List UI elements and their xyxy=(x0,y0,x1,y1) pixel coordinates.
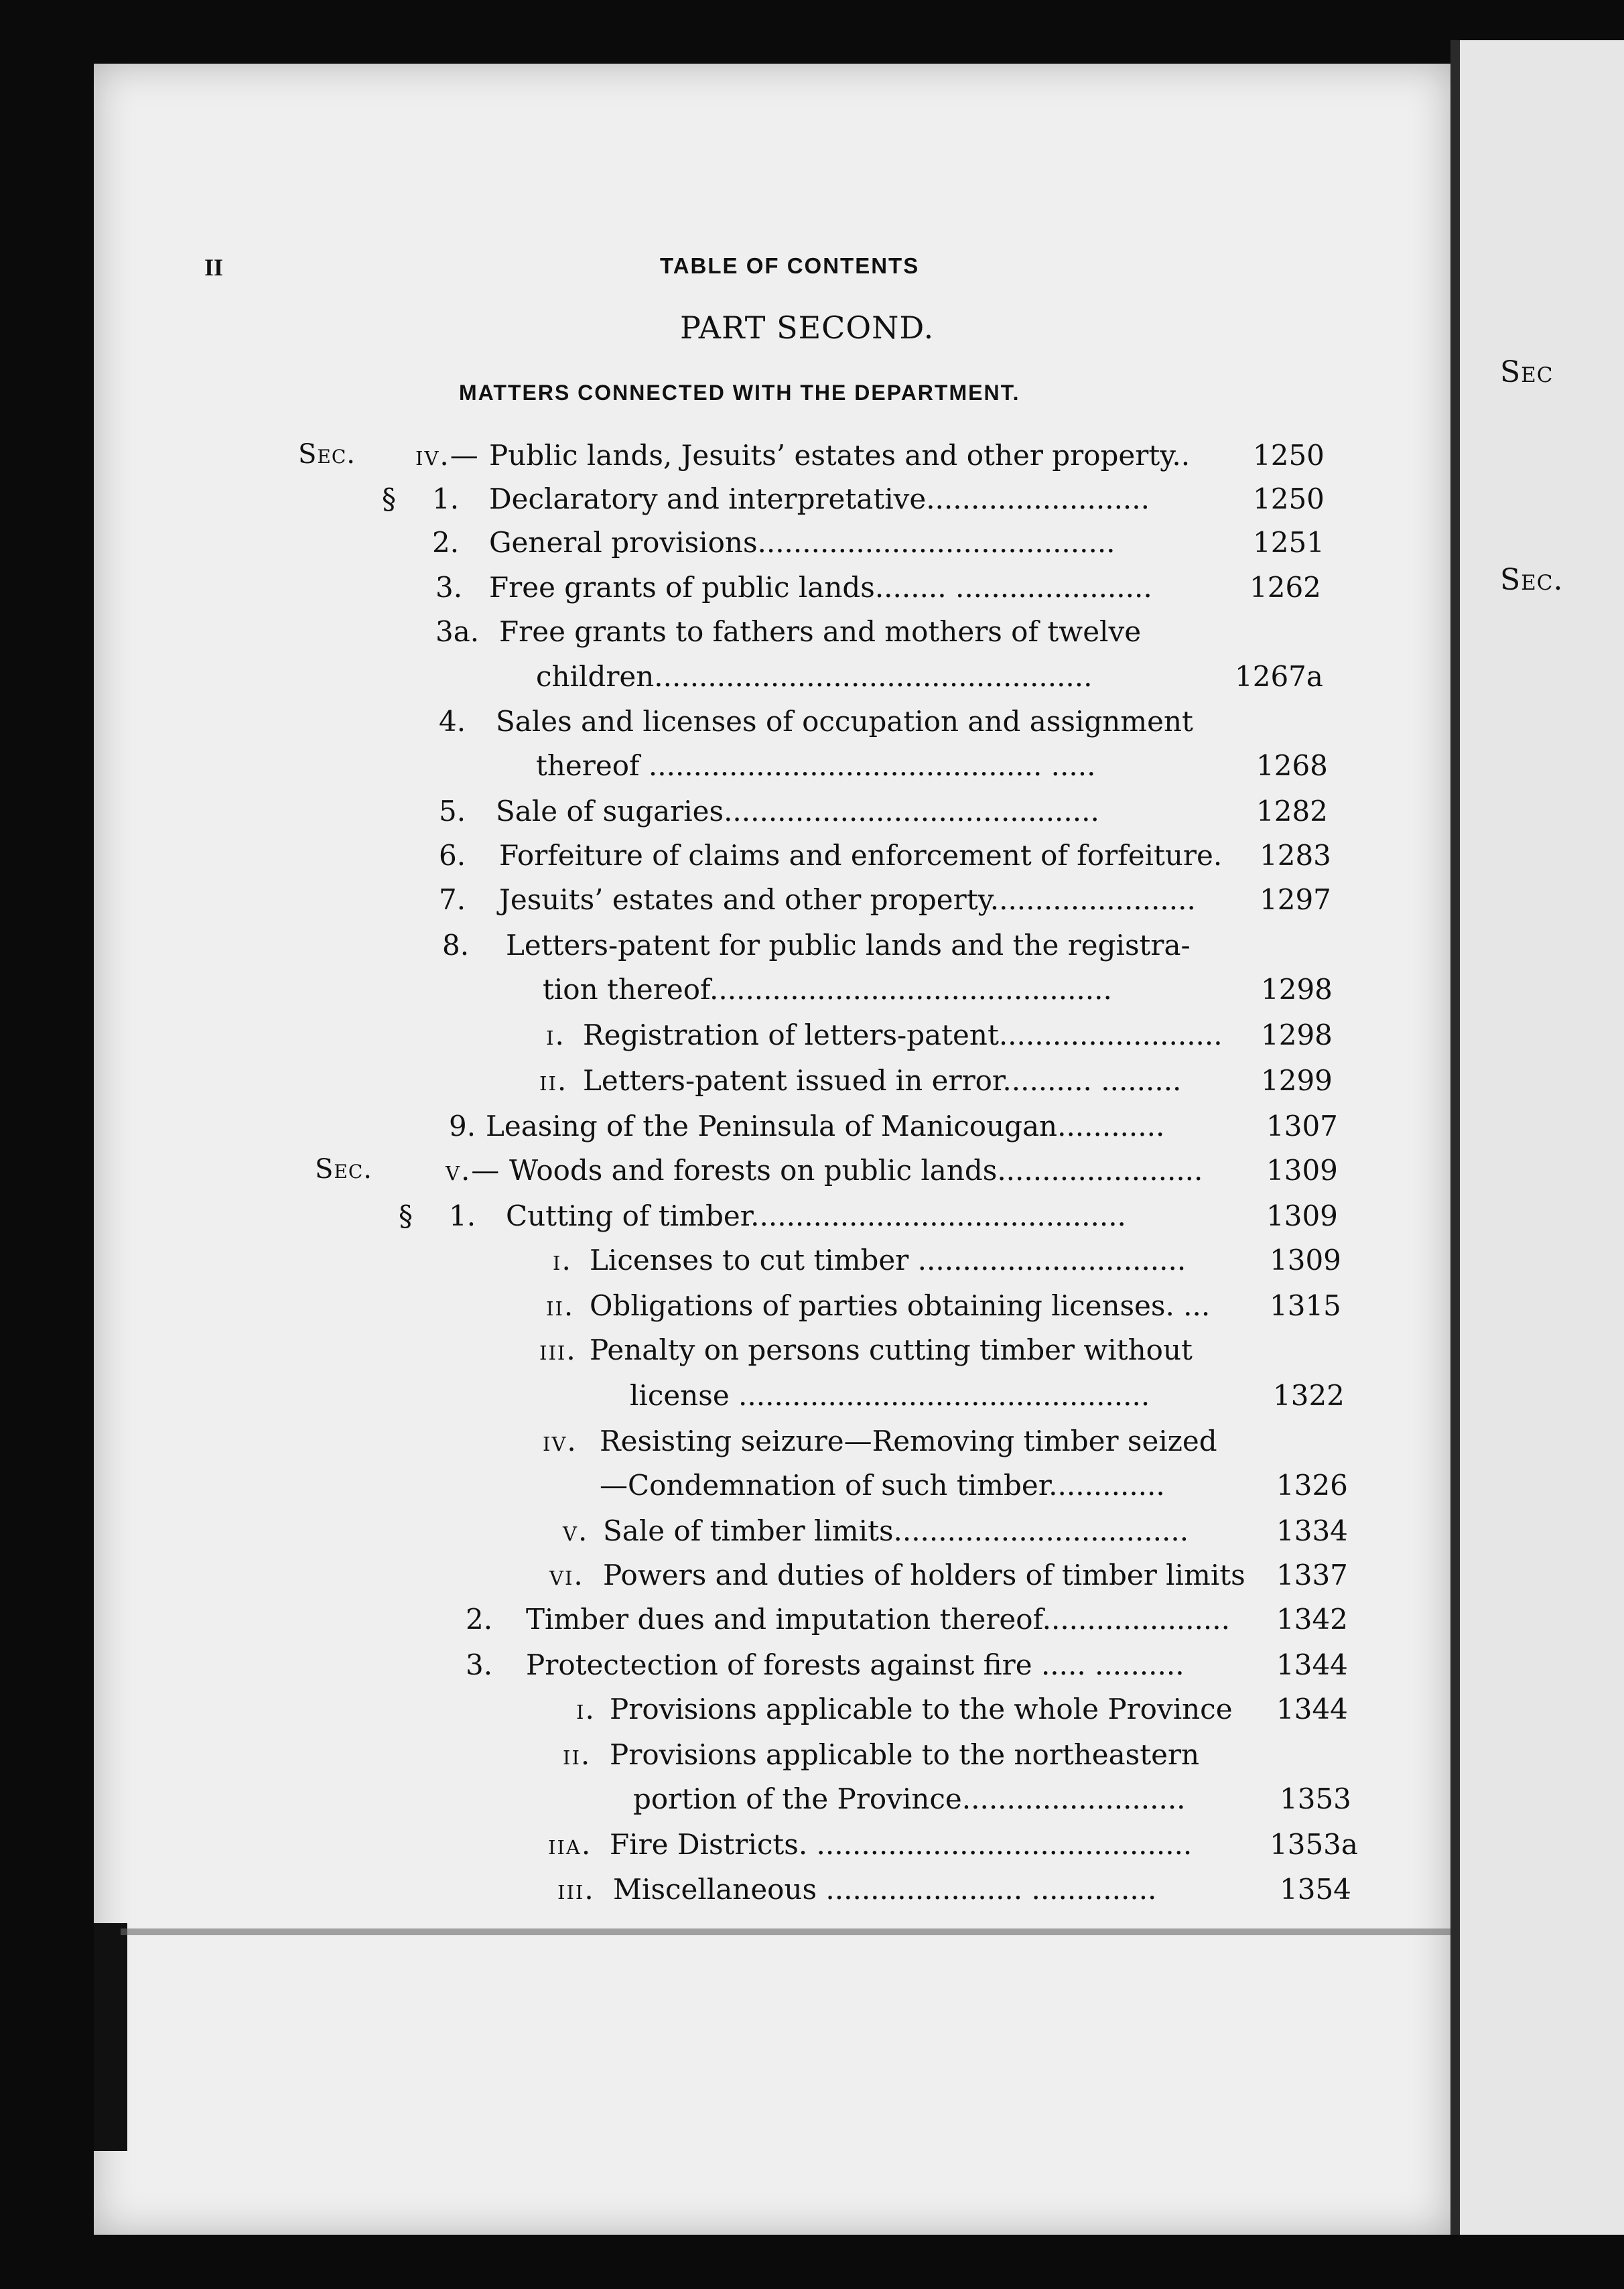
entry-page-number: 1315 xyxy=(1270,1289,1341,1322)
toc-entry xyxy=(0,1603,1624,1643)
scan-margin-shadow xyxy=(94,1923,127,2151)
entry-number: 2. xyxy=(432,526,460,559)
entry-number: 5. xyxy=(439,795,466,828)
entry-page-number: 1250 xyxy=(1253,482,1325,515)
entry-page-number: 1309 xyxy=(1266,1199,1338,1232)
entry-title: Forfeiture of claims and enforcement of forfeiture. xyxy=(499,839,1223,872)
toc-entry xyxy=(0,973,1624,1013)
entry-number: 7. xyxy=(439,883,466,916)
toc-entry xyxy=(0,1289,1624,1329)
toc-entry xyxy=(0,1199,1624,1240)
entry-title: tion thereof............................................. xyxy=(543,973,1112,1006)
toc-entry xyxy=(0,439,1624,479)
entry-number: iia. xyxy=(548,1828,592,1861)
entry-page-number: 1337 xyxy=(1276,1559,1348,1591)
entry-page-number: 1309 xyxy=(1266,1154,1338,1187)
toc-entry xyxy=(0,1693,1624,1733)
toc-entry xyxy=(0,571,1624,611)
entry-number: i. xyxy=(546,1019,565,1051)
entry-title: Timber dues and imputation thereof..................... xyxy=(526,1603,1230,1636)
entry-page-number: 1283 xyxy=(1260,839,1331,872)
entry-number: 4. xyxy=(439,705,466,738)
toc-entry xyxy=(0,1333,1624,1374)
toc-entry xyxy=(0,705,1624,745)
entry-title: Fire Districts. .......................................... xyxy=(610,1828,1193,1861)
entry-title: Powers and duties of holders of timber limits xyxy=(603,1559,1245,1591)
entry-number: 1. xyxy=(449,1199,476,1232)
entry-number: i. xyxy=(553,1244,572,1277)
entry-page-number: 1354 xyxy=(1280,1873,1351,1906)
entry-title: Public lands, Jesuits’ estates and other property.. xyxy=(489,439,1191,472)
entry-title: Letters-patent issued in error.......... ......... xyxy=(583,1064,1182,1097)
entry-title: Miscellaneous ...................... .............. xyxy=(613,1873,1157,1906)
toc-entry xyxy=(0,1873,1624,1913)
entry-number: v. xyxy=(563,1514,589,1547)
toc-entry xyxy=(0,1064,1624,1104)
entry-number: 3. xyxy=(435,571,463,604)
entry-number: ii. xyxy=(563,1738,592,1771)
entry-title: thereof ............................................ ..... xyxy=(536,749,1096,782)
entry-title: Woods and forests on public lands....................... xyxy=(509,1154,1203,1187)
entry-title: Sale of sugaries.......................................... xyxy=(496,795,1099,828)
entry-number: iv.— xyxy=(415,439,480,472)
toc-entry xyxy=(0,526,1624,566)
entry-page-number: 1326 xyxy=(1276,1469,1348,1502)
entry-number: ii. xyxy=(546,1289,575,1322)
toc-entry xyxy=(0,1648,1624,1689)
toc-entry xyxy=(0,1244,1624,1284)
toc-entry xyxy=(0,883,1624,923)
toc-entry xyxy=(0,1425,1624,1465)
entry-page-number: 1251 xyxy=(1253,526,1325,559)
facing-page-sec-label: Sec. xyxy=(1500,563,1564,597)
entry-page-number: 1342 xyxy=(1276,1603,1348,1636)
facing-page-sec-label: Sec xyxy=(1500,355,1554,389)
entry-page-number: 1322 xyxy=(1273,1379,1345,1412)
entry-title: Jesuits’ estates and other property....................... xyxy=(499,883,1196,916)
entry-title: license .............................................. xyxy=(630,1379,1150,1412)
entry-title: Declaratory and interpretative......................... xyxy=(489,482,1150,515)
entry-page-number: 1307 xyxy=(1266,1110,1338,1142)
entry-title: Cutting of timber.......................................... xyxy=(506,1199,1126,1232)
entry-page-number: 1250 xyxy=(1253,439,1325,472)
entry-page-number: 1299 xyxy=(1261,1064,1333,1097)
entry-number: iv. xyxy=(543,1425,578,1457)
toc-entry xyxy=(0,929,1624,969)
entry-title: Provisions applicable to the whole Province xyxy=(610,1693,1233,1725)
entry-page-number: 1344 xyxy=(1276,1693,1348,1725)
entry-page-number: 1344 xyxy=(1276,1648,1348,1681)
part-subtitle: MATTERS CONNECTED WITH THE DEPARTMENT. xyxy=(459,381,1020,405)
toc-entry xyxy=(0,1782,1624,1823)
running-head: TABLE OF CONTENTS xyxy=(660,253,920,278)
entry-number: i. xyxy=(576,1693,596,1725)
entry-title: portion of the Province......................... xyxy=(633,1782,1186,1815)
page-number: II xyxy=(204,254,224,281)
entry-page-number: 1334 xyxy=(1276,1514,1348,1547)
entry-page-number: 1298 xyxy=(1261,1019,1333,1051)
entry-title: Sale of timber limits................................. xyxy=(603,1514,1189,1547)
toc-entry xyxy=(0,839,1624,879)
entry-title: Obligations of parties obtaining licenses. ... xyxy=(590,1289,1211,1322)
toc-entry xyxy=(0,749,1624,789)
entry-page-number: 1353a xyxy=(1270,1828,1358,1861)
toc-entry xyxy=(0,795,1624,835)
running-header xyxy=(0,253,1624,287)
entry-title: Sales and licenses of occupation and assignment xyxy=(496,705,1193,738)
section-mark: § xyxy=(382,482,396,515)
entry-number: ii. xyxy=(539,1064,568,1097)
entry-title: General provisions........................................ xyxy=(489,526,1115,559)
entry-number: 1. xyxy=(432,482,460,515)
entry-number: 8. xyxy=(442,929,470,962)
toc-entry xyxy=(0,1738,1624,1778)
toc-entry xyxy=(0,1154,1624,1194)
entry-page-number: 1268 xyxy=(1256,749,1328,782)
entry-title: Leasing of the Peninsula of Manicougan............ xyxy=(486,1110,1165,1142)
entry-title: Registration of letters-patent......................... xyxy=(583,1019,1223,1051)
entry-title: Penalty on persons cutting timber without xyxy=(590,1333,1193,1366)
entry-page-number: 1309 xyxy=(1270,1244,1341,1277)
entry-page-number: 1267a xyxy=(1235,660,1323,693)
entry-page-number: 1353 xyxy=(1280,1782,1351,1815)
entry-page-number: 1298 xyxy=(1261,973,1333,1006)
entry-page-number: 1282 xyxy=(1256,795,1328,828)
toc-entry xyxy=(0,1379,1624,1419)
entry-page-number: 1262 xyxy=(1249,571,1321,604)
toc-entry xyxy=(0,1019,1624,1059)
toc-entry xyxy=(0,1559,1624,1599)
entry-number: v.— xyxy=(446,1154,501,1187)
entry-title: Protectection of forests against fire ..... .......... xyxy=(526,1648,1185,1681)
entry-page-number: 1297 xyxy=(1260,883,1331,916)
entry-title: Provisions applicable to the northeastern xyxy=(610,1738,1200,1771)
entry-title: Free grants to fathers and mothers of twelve xyxy=(499,615,1142,648)
toc-entry xyxy=(0,660,1624,700)
entry-number: iii. xyxy=(539,1333,577,1366)
scan-fold-line xyxy=(121,1928,1450,1935)
entry-number: 3. xyxy=(466,1648,493,1681)
section-mark: § xyxy=(399,1199,413,1232)
toc-entry xyxy=(0,1469,1624,1509)
entry-title: Licenses to cut timber .............................. xyxy=(590,1244,1187,1277)
entry-title: children................................................. xyxy=(536,660,1093,693)
entry-number: 9. xyxy=(449,1110,476,1142)
entry-number: 6. xyxy=(439,839,466,872)
sec-label: Sec. xyxy=(315,1154,373,1185)
entry-title: Letters-patent for public lands and the registra- xyxy=(506,929,1191,962)
toc-entry xyxy=(0,1828,1624,1868)
toc-entry xyxy=(0,482,1624,523)
part-title: PART SECOND. xyxy=(680,310,935,346)
entry-number: 2. xyxy=(466,1603,493,1636)
toc-entry xyxy=(0,1514,1624,1555)
entry-title: —Condemnation of such timber............. xyxy=(600,1469,1165,1502)
entry-title: Free grants of public lands........ ...................... xyxy=(489,571,1152,604)
sec-label: Sec. xyxy=(298,439,356,470)
entry-number: iii. xyxy=(557,1873,595,1906)
entry-number: 3a. xyxy=(435,615,480,648)
entry-number: vi. xyxy=(549,1559,584,1591)
toc-entry xyxy=(0,1110,1624,1150)
entry-title: Resisting seizure—Removing timber seized xyxy=(600,1425,1217,1457)
toc-entry xyxy=(0,615,1624,655)
